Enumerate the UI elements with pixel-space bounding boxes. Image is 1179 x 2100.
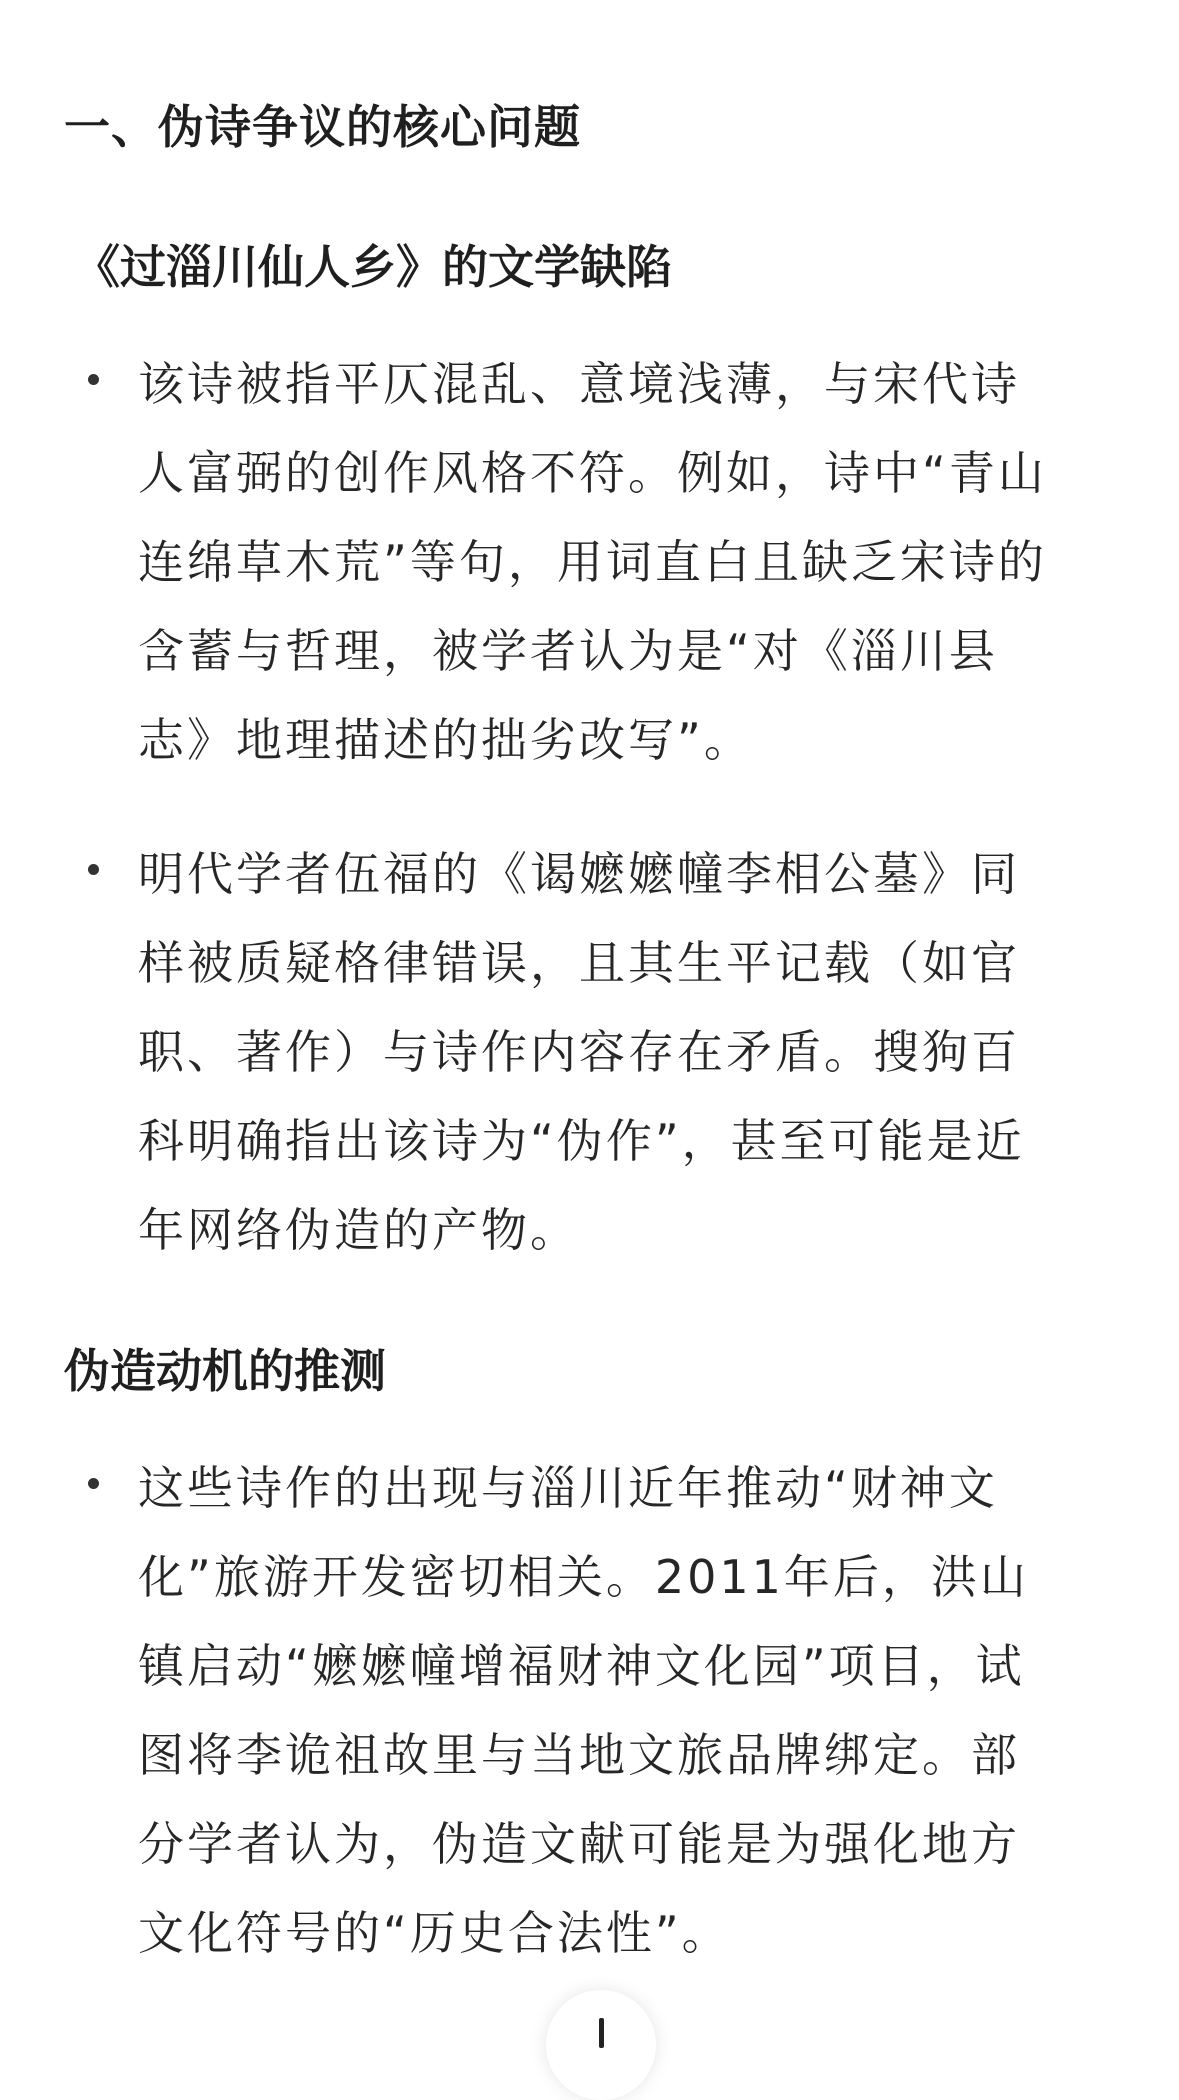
text-line: 职、著作）与诗作内容存在矛盾。搜狗百 <box>138 1025 1020 1079</box>
text-line: 年网络伪造的产物。 <box>138 1203 579 1257</box>
text-line: 文化符号的“历史合法性”。 <box>138 1906 731 1960</box>
bullet-icon <box>88 374 99 385</box>
text-line: 明代学者伍福的《谒嬷嬷幢李相公墓》同 <box>138 847 1020 901</box>
text-line: 图将李诡祖故里与当地文旅品牌绑定。部 <box>138 1728 1020 1782</box>
text-line: 这些诗作的出现与淄川近年推动“财神文 <box>138 1461 998 1515</box>
text-line: 该诗被指平仄混乱、意境浅薄，与宋代诗 <box>138 357 1020 411</box>
text-line: 化”旅游开发密切相关。2011年后，洪山 <box>138 1550 1029 1604</box>
list-item-text <box>138 1444 1138 1978</box>
text-line: 分学者认为，伪造文献可能是为强化地方 <box>138 1817 1020 1871</box>
subsection-title-literary-flaws: 《过淄川仙人乡》的文学缺陷 <box>74 240 672 294</box>
text-line: 人富弼的创作风格不符。例如，诗中“青山 <box>138 446 1047 500</box>
text-line: 连绵草木荒”等句，用词直白且缺乏宋诗的 <box>138 535 1047 589</box>
bullet-icon <box>88 1478 99 1489</box>
text-line: 样被质疑格律错误，且其生平记载（如官 <box>138 936 1020 990</box>
arrow-down-icon <box>599 2018 604 2048</box>
list-item <box>70 830 1110 1280</box>
text-line: 镇启动“嬷嬷幢增福财神文化园”项目，试 <box>138 1639 1025 1693</box>
list-item-text <box>138 340 1138 785</box>
section-heading: 一、伪诗争议的核心问题 <box>64 100 581 154</box>
list-item <box>70 340 1110 790</box>
list-item <box>70 1444 1110 1984</box>
text-line: 含蓄与哲理，被学者认为是“对《淄川县 <box>138 624 998 678</box>
list-item-text <box>138 830 1138 1275</box>
scroll-down-button[interactable] <box>546 1990 656 2100</box>
text-line: 志》地理描述的拙劣改写”。 <box>138 713 753 767</box>
subsection-title-motive: 伪造动机的推测 <box>64 1344 386 1398</box>
text-line: 科明确指出该诗为“伪作”，甚至可能是近 <box>138 1114 1025 1168</box>
bullet-icon <box>88 864 99 875</box>
